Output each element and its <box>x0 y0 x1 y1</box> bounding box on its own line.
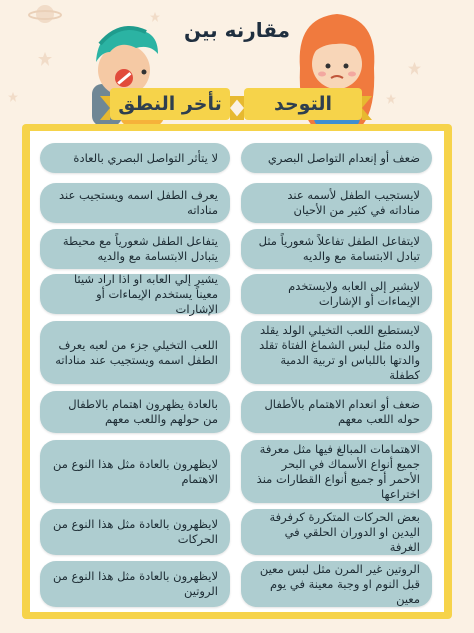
autism-card <box>241 440 432 503</box>
speech-delay-card-text: لايظهرون بالعادة مثل هذا النوع من الحركات <box>52 517 218 546</box>
autism-card-text: ضعف أو إنعدام التواصل البصري <box>267 150 420 165</box>
autism-card-text: لايستطيع اللعب التخيلي الولد يقلد والده مثل لبس الشماغ الفتاة تقلد والدتها باللباس او تربية الدمية كطفلة <box>259 322 420 382</box>
speech-delay-card-text: يتفاعل الطفل شعورياً مع محيطة يتبادل الابتسامة مع والديه <box>62 234 218 263</box>
speech-delay-card-text: اللعب التخيلي جزء من لعبه يعرف الطفل اسمه ويستجيب عند مناداته <box>55 337 218 367</box>
speech-delay-card <box>40 271 230 316</box>
speech-delay-card-text: لايظهرون بالعادة مثل هذا النوع من الروتين <box>52 569 218 598</box>
autism-card <box>241 391 432 433</box>
header-speech-delay: تأخر النطق <box>110 88 230 120</box>
autism-card-text: لايتفاعل الطفل تفاعلاً شعورياً مثل تبادل الابتسامة مع والديه <box>258 234 420 263</box>
star-decoration-icon <box>408 62 421 75</box>
autism-card-text: بعض الحركات المتكررة كرفرفة اليدين او الدوران الحلقي في الغرفة <box>269 509 420 554</box>
autism-card <box>241 143 432 173</box>
star-decoration-icon <box>386 94 396 104</box>
autism-card-text: ضعف أو انعدام الاهتمام بالأطفال حوله اللعب معهم <box>264 397 420 426</box>
speech-delay-card <box>40 440 230 503</box>
speech-delay-card <box>40 229 230 269</box>
star-decoration-icon <box>8 92 18 102</box>
speech-delay-card-text: لا يتأثر التواصل البصري بالعادة <box>73 150 218 165</box>
autism-card-text: لايشير إلى العابه ولايستخدم الإيماءات أو الإشارات <box>288 279 420 308</box>
speech-delay-card <box>40 509 230 555</box>
autism-card <box>241 321 432 384</box>
speech-delay-card-text: لايظهرون بالعادة مثل هذا النوع من الاهتمام <box>52 456 218 486</box>
autism-card <box>241 229 432 269</box>
speech-delay-card-text: يعرف الطفل اسمه ويستجيب عند مناداته <box>59 188 218 217</box>
speech-delay-card <box>40 321 230 384</box>
speech-delay-card <box>40 143 230 173</box>
speech-delay-card <box>40 391 230 433</box>
autism-card-text: الروتين غير المرن مثل لبس معين قبل النوم او وجبة معينة في يوم معين <box>259 561 420 606</box>
autism-card-text: الاهتمامات المبالغ فيها مثل معرفة جميع أنواع الأسماك في البحر الأحمر أو جميع أنواع القطارات منذ اختراعها <box>256 441 420 501</box>
autism-card <box>241 509 432 555</box>
speech-delay-card-text: بالعادة يظهرون اهتمام بالاطفال من حولهم واللعب معهم <box>68 397 218 426</box>
speech-delay-card <box>40 183 230 223</box>
header-autism: التوحد <box>244 88 362 120</box>
speech-delay-card <box>40 561 230 607</box>
autism-card <box>241 274 432 314</box>
autism-card <box>241 561 432 607</box>
star-decoration-icon <box>38 52 52 66</box>
autism-card-text: لايستجيب الطفل لأسمه عند مناداته في كثير من الأحيان <box>287 188 420 217</box>
speech-delay-card-text: يشير إلي العابه او اذا اراد شيئا معيناً يستخدم الإيماءات أو الإشارات <box>73 271 218 316</box>
autism-card <box>241 183 432 223</box>
page-title: مقارنه بين <box>183 18 291 42</box>
